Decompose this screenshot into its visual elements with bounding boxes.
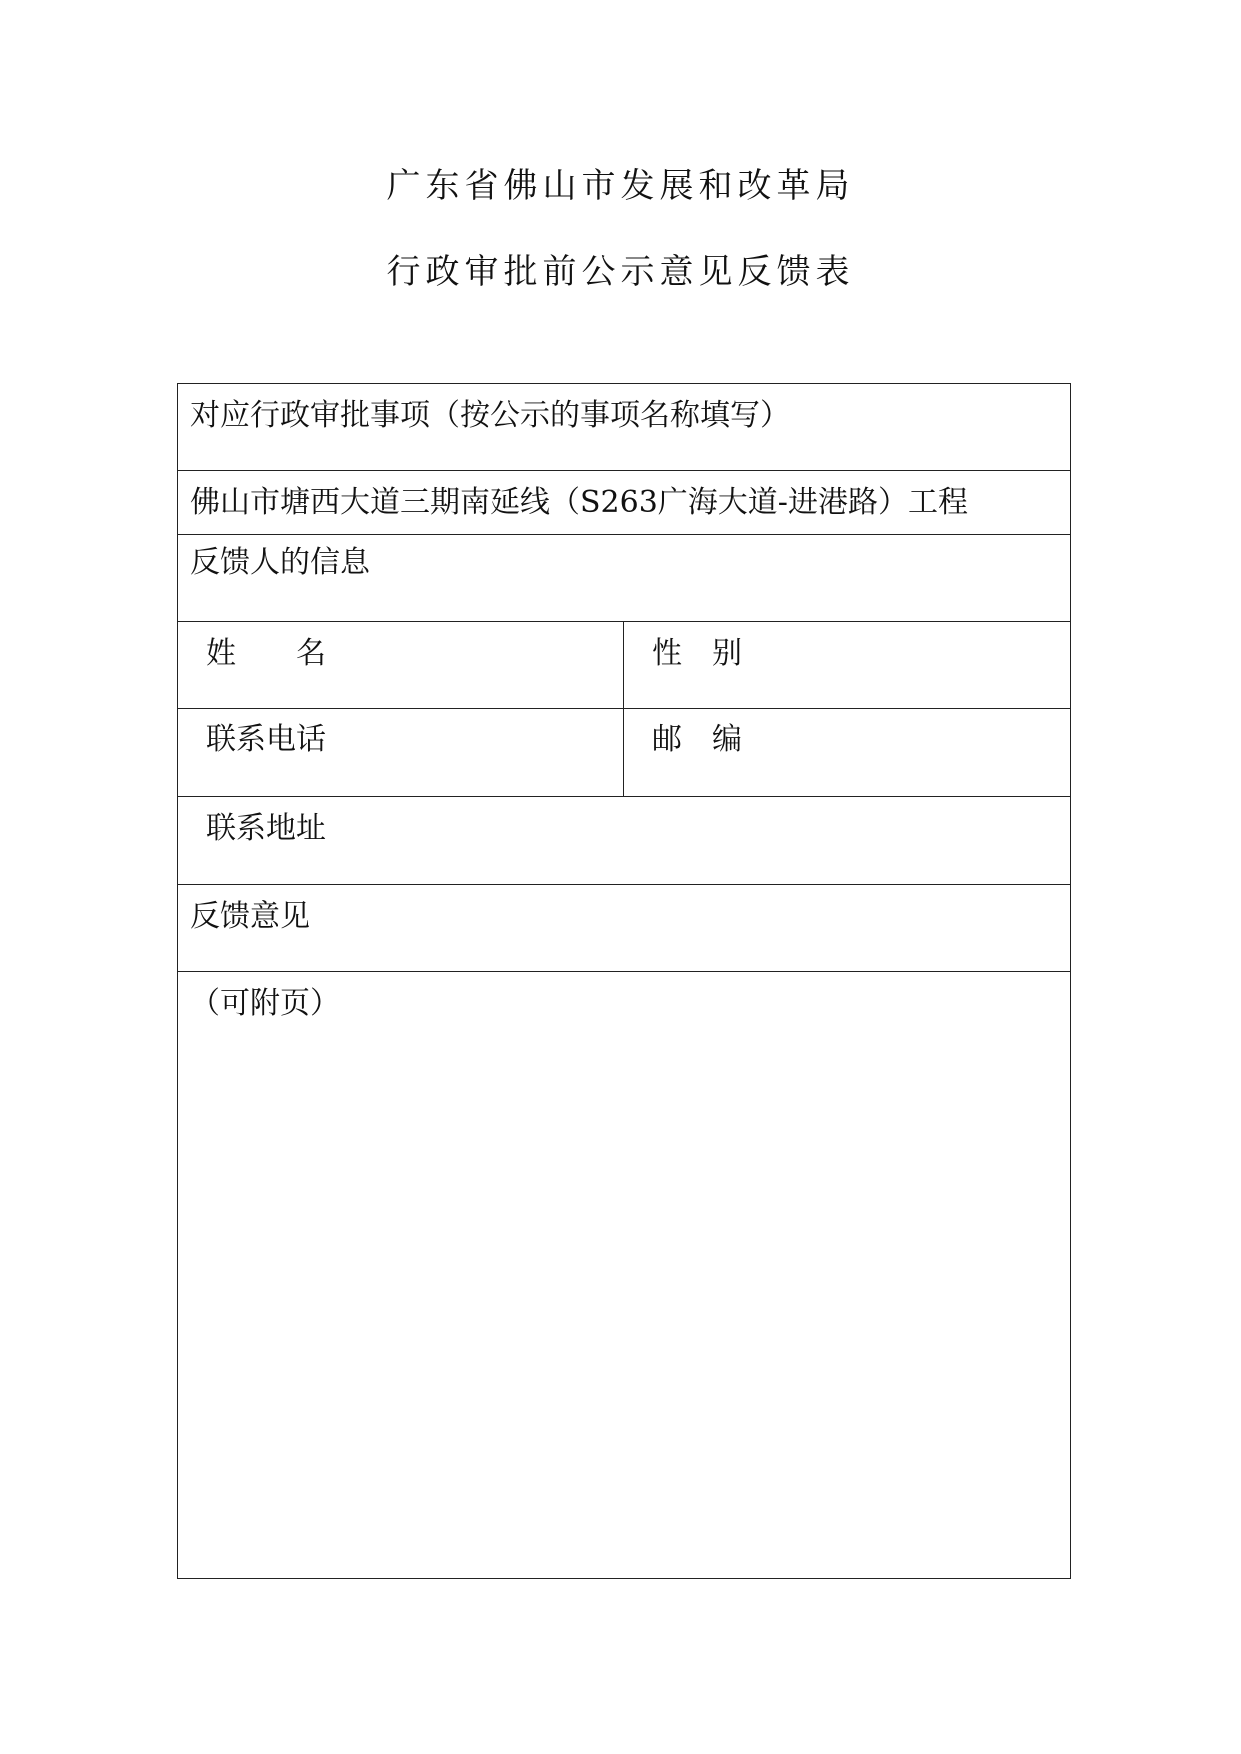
- name-label: 姓 名: [206, 636, 326, 671]
- document-title-line1: 广东省佛山市发展和改革局: [386, 166, 855, 206]
- opinion-label-row: [178, 885, 1070, 972]
- phone-postcode-row: [178, 709, 1070, 797]
- address-row[interactable]: [178, 797, 1070, 885]
- approval-item-label-row: [178, 384, 1070, 471]
- address-label: 联系地址: [206, 811, 326, 846]
- postcode-label: 邮 编: [652, 722, 742, 757]
- gender-label: 性 别: [652, 636, 742, 671]
- attachment-note: （可附页）: [190, 986, 340, 1021]
- feedback-person-row: [178, 535, 1070, 622]
- opinion-label: 反馈意见: [190, 899, 310, 934]
- opinion-content-area[interactable]: [178, 972, 1070, 1577]
- name-cell[interactable]: [178, 622, 624, 708]
- postcode-cell[interactable]: [624, 709, 1070, 796]
- name-gender-row: [178, 622, 1070, 709]
- approval-item-value-row[interactable]: [178, 471, 1070, 535]
- gender-cell[interactable]: [624, 622, 1070, 708]
- approval-item-label: 对应行政审批事项（按公示的事项名称填写）: [190, 398, 790, 433]
- document-title-line2: 行政审批前公示意见反馈表: [386, 252, 855, 292]
- feedback-form-table: [177, 383, 1071, 1579]
- feedback-person-label: 反馈人的信息: [190, 545, 370, 580]
- phone-label: 联系电话: [206, 722, 326, 757]
- approval-item-value: 佛山市塘西大道三期南延线（S263广海大道-进港路）工程: [190, 485, 968, 520]
- phone-cell[interactable]: [178, 709, 624, 796]
